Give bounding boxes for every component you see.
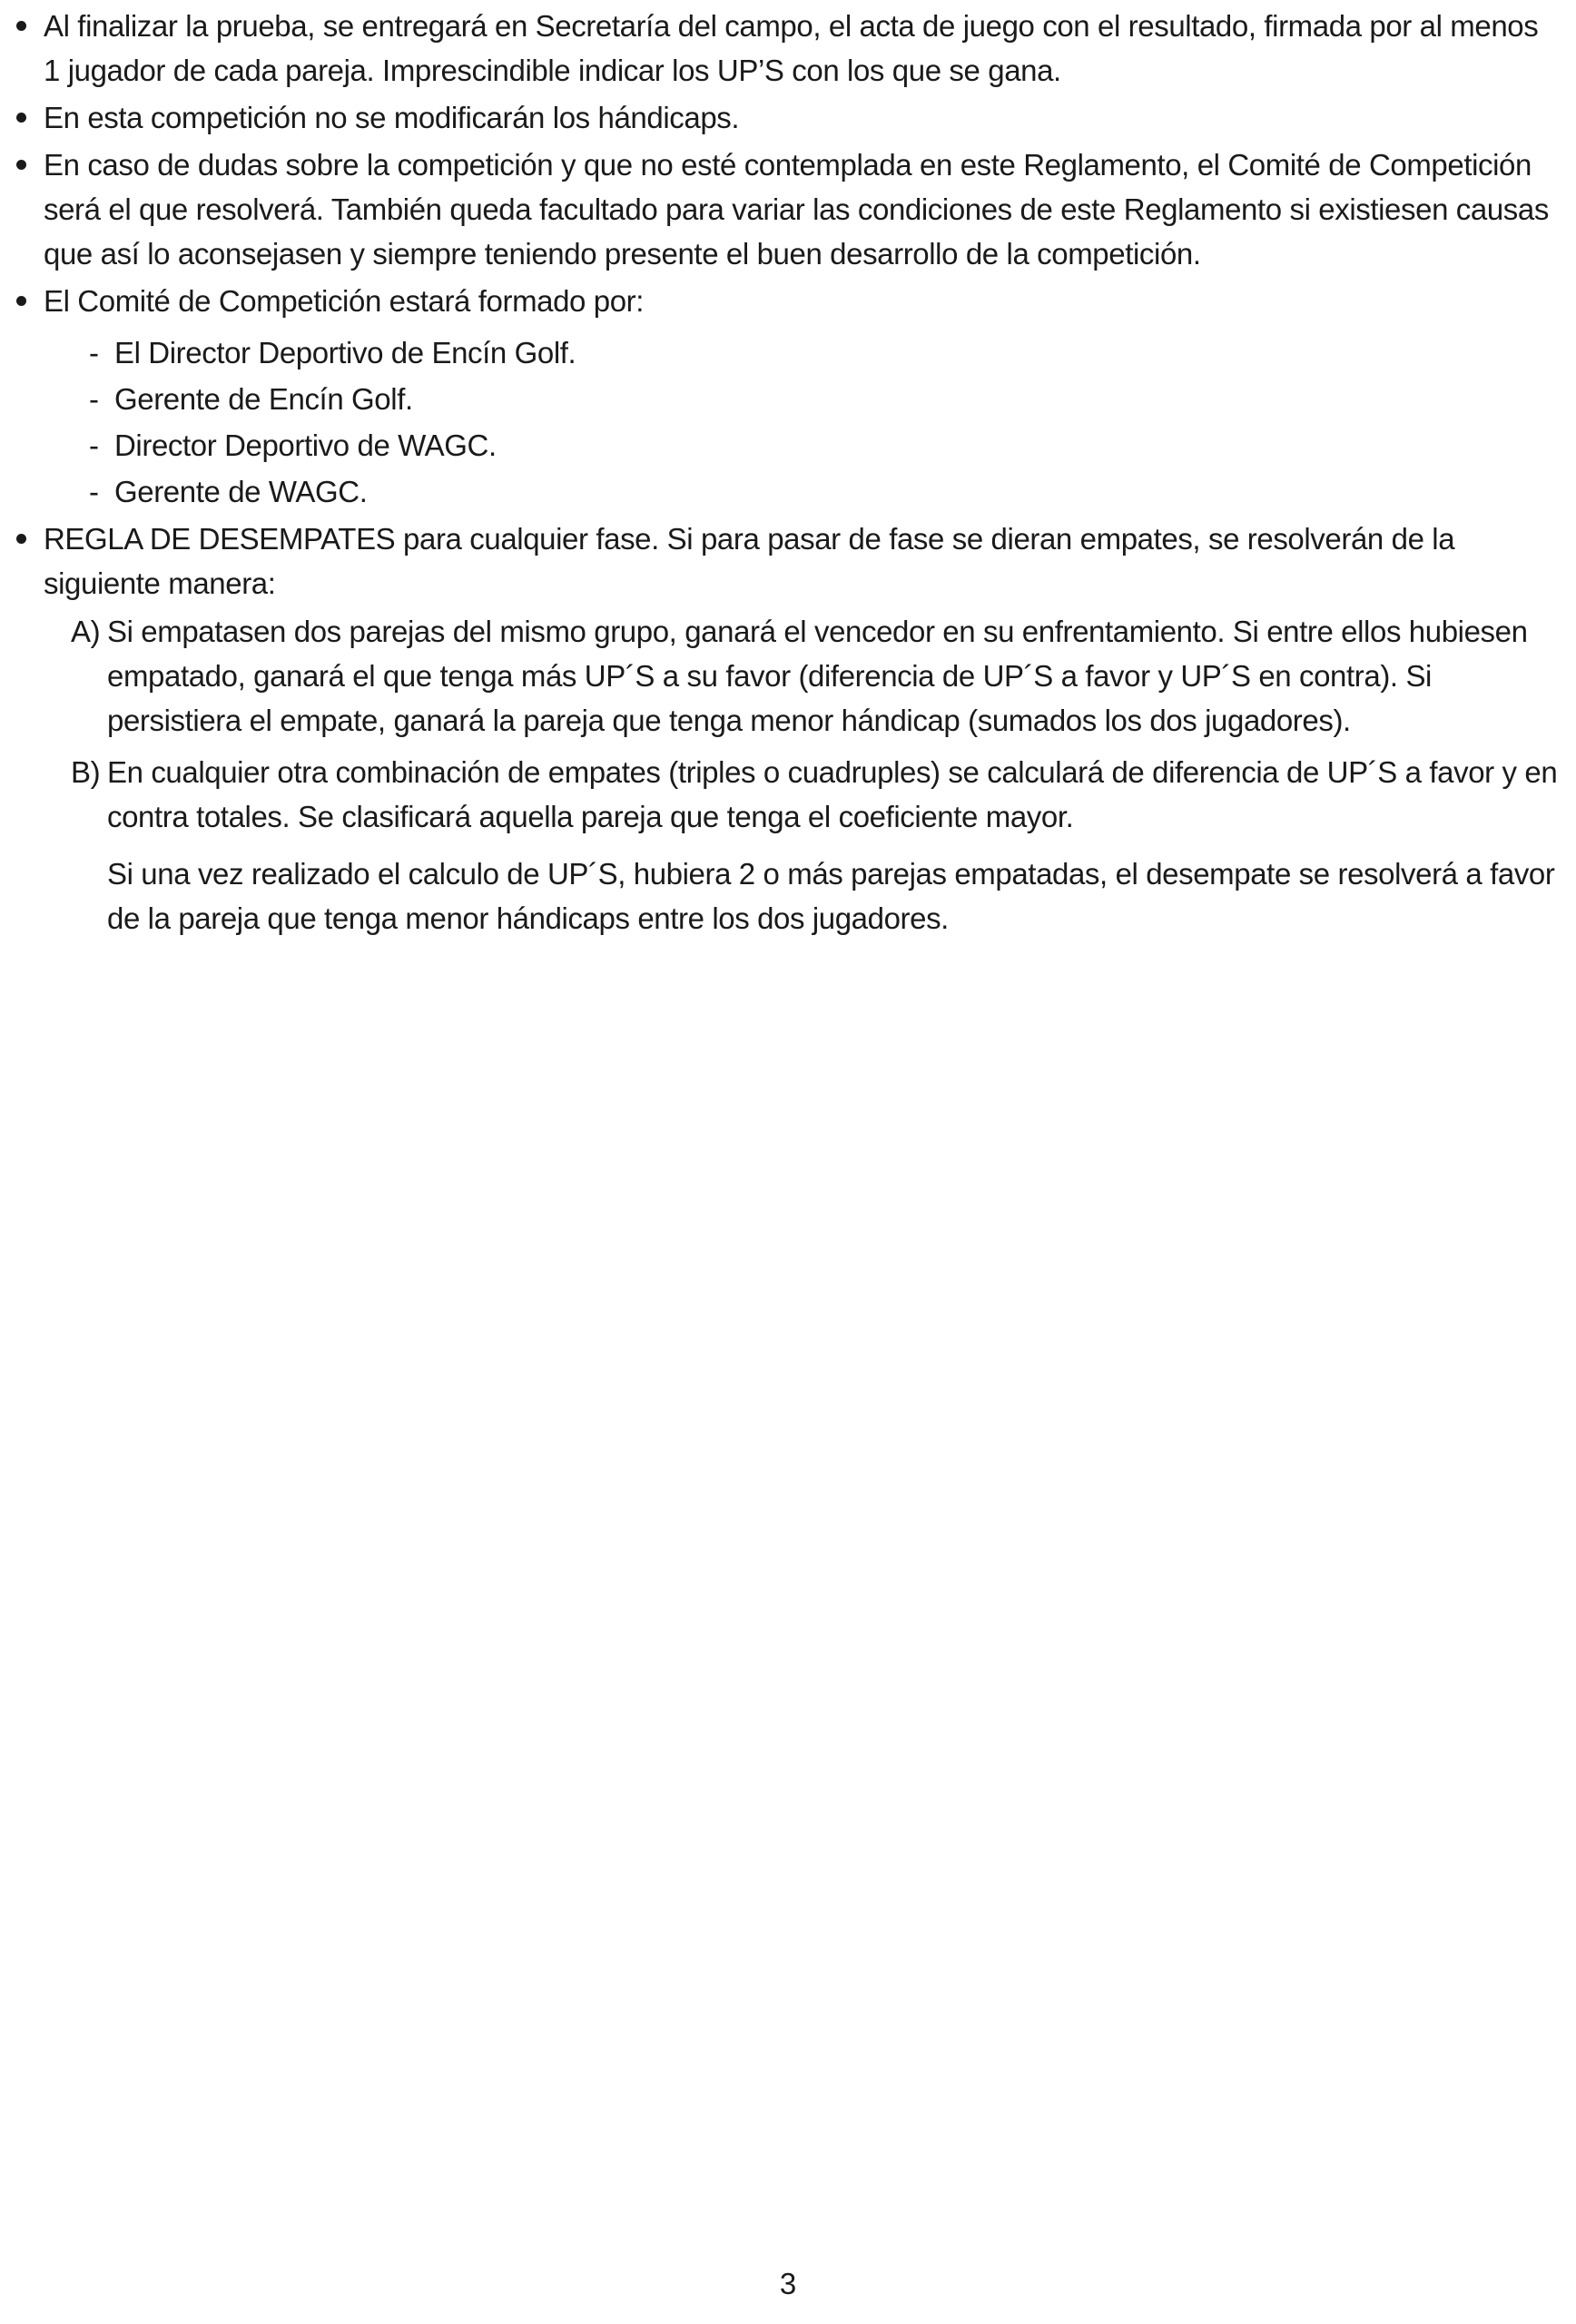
bullet-item bbox=[16, 279, 1560, 514]
bullet-icon bbox=[16, 534, 26, 544]
dash-marker: - bbox=[89, 428, 99, 462]
tiebreak-rule-b bbox=[16, 750, 1560, 940]
dash-marker: - bbox=[89, 382, 99, 416]
bullet-icon bbox=[16, 296, 26, 306]
bullet-text: En caso de dudas sobre la competición y que no esté contemplada en este Reglamento, el Comité de Competición será el que resolverá. También queda facultado para variar las condiciones de este Reglamento si existiesen causas que así lo aconsejasen y siempre teniendo presente el buen desarrollo de la competición. bbox=[44, 148, 1549, 271]
rule-letter: A) bbox=[71, 615, 101, 648]
committee-list bbox=[44, 330, 1560, 514]
committee-member bbox=[89, 423, 1560, 468]
committee-member-text: Director Deportivo de WAGC. bbox=[114, 428, 497, 462]
bullet-item bbox=[16, 95, 1560, 140]
rule-text-continued: Si una vez realizado el calculo de UP´S, hubiera 2 o más parejas empatadas, el desempate se resolverá a favor de la pareja que tenga menor hándicaps entre los dos jugadores. bbox=[107, 857, 1555, 935]
bullet-item bbox=[16, 517, 1560, 606]
committee-member-text: El Director Deportivo de Encín Golf. bbox=[114, 336, 576, 369]
committee-member bbox=[89, 377, 1560, 421]
bullet-item bbox=[16, 4, 1560, 93]
document-body bbox=[16, 4, 1560, 940]
dash-marker: - bbox=[89, 336, 99, 369]
rule-text: Si empatasen dos parejas del mismo grupo, ganará el vencedor en su enfrentamiento. Si entre ellos hubiesen empatado, ganará el que tenga más UP´S a su favor (diferencia de UP´S a favor y UP´S en contra). Si persistiera el empate, ganará la pareja que tenga menor hándicap (sumados los dos jugadores). bbox=[107, 615, 1528, 737]
bullet-icon bbox=[16, 160, 26, 170]
committee-member bbox=[89, 330, 1560, 375]
committee-member-text: Gerente de WAGC. bbox=[114, 475, 368, 508]
rule-letter: B) bbox=[71, 755, 101, 789]
bullet-item bbox=[16, 143, 1560, 276]
bullet-text: El Comité de Competición estará formado por: bbox=[44, 284, 645, 318]
bullet-icon bbox=[16, 21, 26, 31]
bullet-text: REGLA DE DESEMPATES para cualquier fase. Si para pasar de fase se dieran empates, se resolverán de la siguiente manera: bbox=[44, 522, 1455, 600]
committee-member-text: Gerente de Encín Golf. bbox=[114, 382, 413, 416]
bullet-text: Al finalizar la prueba, se entregará en Secretaría del campo, el acta de juego con el resultado, firmada por al menos 1 jugador de cada pareja. Imprescindible indicar los UP’S con los que se gana. bbox=[44, 9, 1539, 87]
rule-text: En cualquier otra combinación de empates (triples o cuadruples) se calculará de diferencia de UP´S a favor y en contra totales. Se clasificará aquella pareja que tenga el coeficiente mayor. bbox=[107, 755, 1558, 833]
tiebreak-rule-a bbox=[16, 609, 1560, 743]
bullet-icon bbox=[16, 113, 26, 123]
bullet-text: En esta competición no se modificarán los hándicaps. bbox=[44, 101, 740, 134]
dash-marker: - bbox=[89, 475, 99, 508]
page-number: 3 bbox=[779, 2267, 797, 2300]
committee-member bbox=[89, 469, 1560, 514]
